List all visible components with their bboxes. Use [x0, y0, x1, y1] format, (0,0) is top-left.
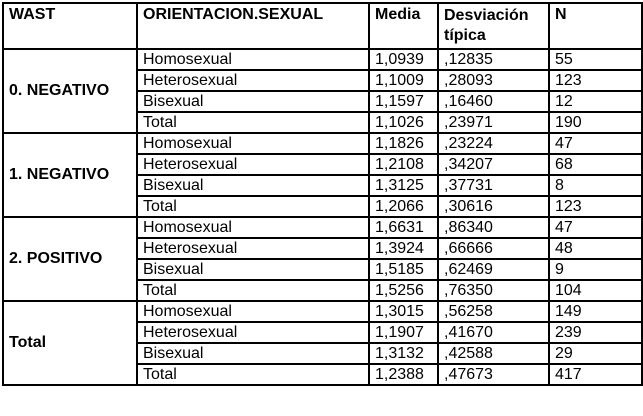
- media-cell: 1,6631: [369, 217, 438, 238]
- header-desviacion-tipica: Desviación típica: [438, 3, 549, 49]
- media-cell: 1,3924: [369, 238, 438, 259]
- desviacion-cell: ,37731: [438, 175, 549, 196]
- media-cell: 1,1597: [369, 91, 438, 112]
- media-cell: 1,5185: [369, 259, 438, 280]
- desviacion-cell: ,86340: [438, 217, 549, 238]
- desviacion-cell: ,12835: [438, 49, 549, 70]
- media-cell: 1,0939: [369, 49, 438, 70]
- n-cell: 12: [549, 91, 642, 112]
- desviacion-cell: ,47673: [438, 364, 549, 385]
- table-row: [3, 217, 642, 238]
- media-cell: 1,2108: [369, 154, 438, 175]
- n-cell: 104: [549, 280, 642, 301]
- orientacion-cell: Bisexual: [137, 175, 369, 196]
- n-cell: 55: [549, 49, 642, 70]
- orientacion-cell: Bisexual: [137, 91, 369, 112]
- media-cell: 1,3125: [369, 175, 438, 196]
- table-row: [3, 49, 642, 70]
- media-cell: 1,2388: [369, 364, 438, 385]
- n-cell: 239: [549, 322, 642, 343]
- orientacion-cell: Total: [137, 196, 369, 217]
- group-label: 1. NEGATIVO: [3, 133, 137, 217]
- desviacion-cell: ,62469: [438, 259, 549, 280]
- orientacion-cell: Homosexual: [137, 49, 369, 70]
- orientacion-cell: Homosexual: [137, 301, 369, 322]
- orientacion-cell: Homosexual: [137, 133, 369, 154]
- n-cell: 149: [549, 301, 642, 322]
- n-cell: 190: [549, 112, 642, 133]
- desviacion-cell: ,16460: [438, 91, 549, 112]
- n-cell: 68: [549, 154, 642, 175]
- orientacion-cell: Bisexual: [137, 259, 369, 280]
- header-n: N: [549, 3, 642, 49]
- group-label: 0. NEGATIVO: [3, 49, 137, 133]
- desviacion-cell: ,34207: [438, 154, 549, 175]
- n-cell: 9: [549, 259, 642, 280]
- desviacion-cell: ,66666: [438, 238, 549, 259]
- desviacion-cell: ,23971: [438, 112, 549, 133]
- desviacion-cell: ,76350: [438, 280, 549, 301]
- n-cell: 8: [549, 175, 642, 196]
- desviacion-cell: ,56258: [438, 301, 549, 322]
- media-cell: 1,1826: [369, 133, 438, 154]
- table-row: [3, 301, 642, 322]
- media-cell: 1,2066: [369, 196, 438, 217]
- orientacion-cell: Total: [137, 364, 369, 385]
- media-cell: 1,5256: [369, 280, 438, 301]
- n-cell: 47: [549, 133, 642, 154]
- media-cell: 1,1026: [369, 112, 438, 133]
- orientacion-cell: Heterosexual: [137, 154, 369, 175]
- media-cell: 1,1907: [369, 322, 438, 343]
- media-cell: 1,3132: [369, 343, 438, 364]
- orientacion-cell: Bisexual: [137, 343, 369, 364]
- desviacion-cell: ,28093: [438, 70, 549, 91]
- n-cell: 123: [549, 70, 642, 91]
- header-media: Media: [369, 3, 438, 49]
- media-cell: 1,1009: [369, 70, 438, 91]
- orientacion-cell: Heterosexual: [137, 70, 369, 91]
- n-cell: 123: [549, 196, 642, 217]
- header-orientacion-sexual: ORIENTACION.SEXUAL: [137, 3, 369, 49]
- orientacion-cell: Total: [137, 280, 369, 301]
- orientacion-cell: Homosexual: [137, 217, 369, 238]
- header-row: [3, 3, 642, 49]
- desviacion-cell: ,30616: [438, 196, 549, 217]
- n-cell: 48: [549, 238, 642, 259]
- statistics-table: [2, 2, 643, 386]
- group-label: 2. POSITIVO: [3, 217, 137, 301]
- n-cell: 417: [549, 364, 642, 385]
- orientacion-cell: Total: [137, 112, 369, 133]
- orientacion-cell: Heterosexual: [137, 322, 369, 343]
- header-wast: WAST: [3, 3, 137, 49]
- orientacion-cell: Heterosexual: [137, 238, 369, 259]
- table-body: [3, 49, 642, 385]
- media-cell: 1,3015: [369, 301, 438, 322]
- group-label: Total: [3, 301, 137, 385]
- table-row: [3, 133, 642, 154]
- desviacion-cell: ,23224: [438, 133, 549, 154]
- n-cell: 47: [549, 217, 642, 238]
- n-cell: 29: [549, 343, 642, 364]
- desviacion-cell: ,41670: [438, 322, 549, 343]
- desviacion-cell: ,42588: [438, 343, 549, 364]
